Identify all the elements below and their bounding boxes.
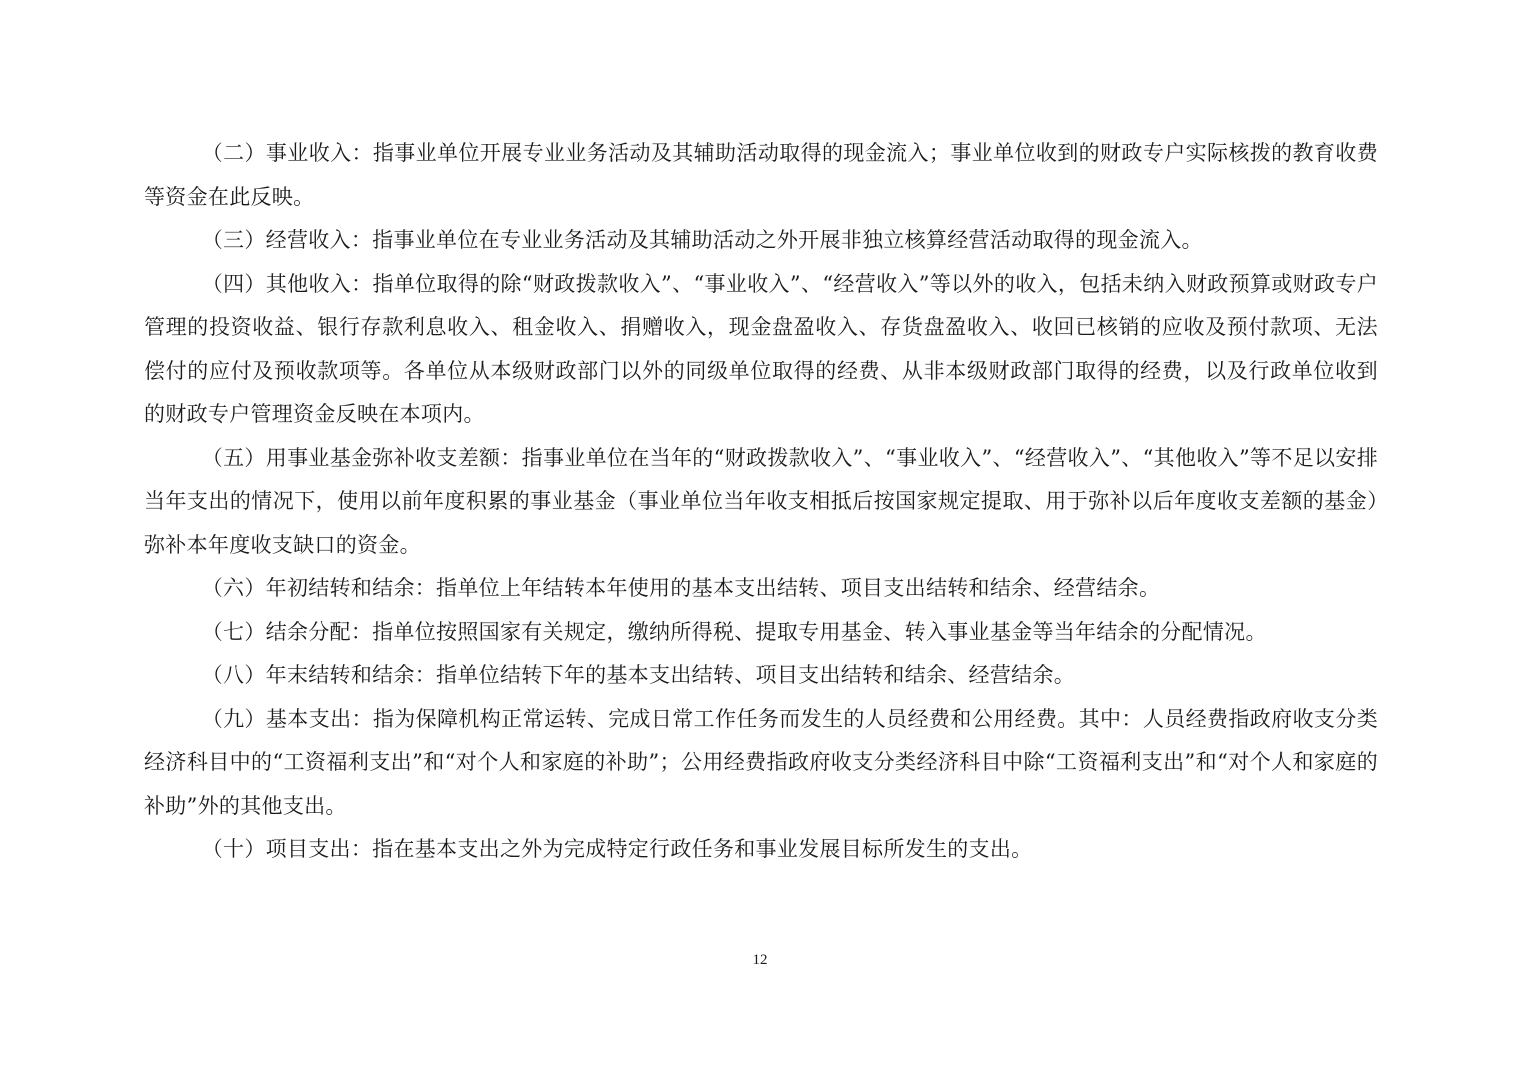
paragraph-business-income: （二）事业收入：指事业单位开展专业业务活动及其辅助活动取得的现金流入；事业单位收到的财政专户实际核拨的教育收费等资金在此反映。	[144, 141, 1378, 209]
paragraph-operating-income: （三）经营收入：指事业单位在专业业务活动及其辅助活动之外开展非独立核算经营活动取得的现金流入。	[201, 228, 1203, 252]
paragraph-surplus-distribution: （七）结余分配：指单位按照国家有关规定，缴纳所得税、提取专用基金、转入事业基金等当年结余的分配情况。	[201, 619, 1267, 644]
paragraph-closing-carryover: （八）年末结转和结余：指单位结转下年的基本支出结转、项目支出结转和结余、经营结余。	[201, 663, 1076, 687]
paragraph-basic-expenditure: （九）基本支出：指为保障机构正常运转、完成日常工作任务而发生的人员经费和公用经费。其中：人员经费指政府收支分类经济科目中的“工资福利支出”和“对个人和家庭的补助”；公用经费指政府收支分类经济科目中除“工资福利支出”和“对个人和家庭的补助”外的其他支出。	[144, 706, 1378, 818]
page-number: 12	[752, 952, 768, 968]
paragraph-other-income: （四）其他收入：指单位取得的除“财政拨款收入”、“事业收入”、“经营收入”等以外的收入，包括未纳入财政预算或财政专户管理的投资收益、银行存款利息收入、租金收入、捐赠收入，现金盘盈收入、存货盘盈收入、收回已核销的应收及预付款项、无法偿付的应付及预收款项等。各单位从本级财政部门以外的同级单位取得的经费、从非本级财政部门取得的经费，以及行政单位收到的财政专户管理资金反映在本项内。	[144, 271, 1378, 426]
paragraph-project-expenditure: （十）项目支出：指在基本支出之外为完成特定行政任务和事业发展目标所发生的支出。	[201, 837, 1033, 861]
document-body	[144, 132, 1378, 872]
paragraph-business-fund-offset: （五）用事业基金弥补收支差额：指事业单位在当年的“财政拨款收入”、“事业收入”、“经营收入”、“其他收入”等不足以安排当年支出的情况下，使用以前年度积累的事业基金（事业单位当年收支相抵后按国家规定提取、用于弥补以后年度收支差额的基金）弥补本年度收支缺口的资金。	[144, 445, 1378, 557]
paragraph-opening-carryover: （六）年初结转和结余：指单位上年结转本年使用的基本支出结转、项目支出结转和结余、经营结余。	[201, 576, 1161, 600]
